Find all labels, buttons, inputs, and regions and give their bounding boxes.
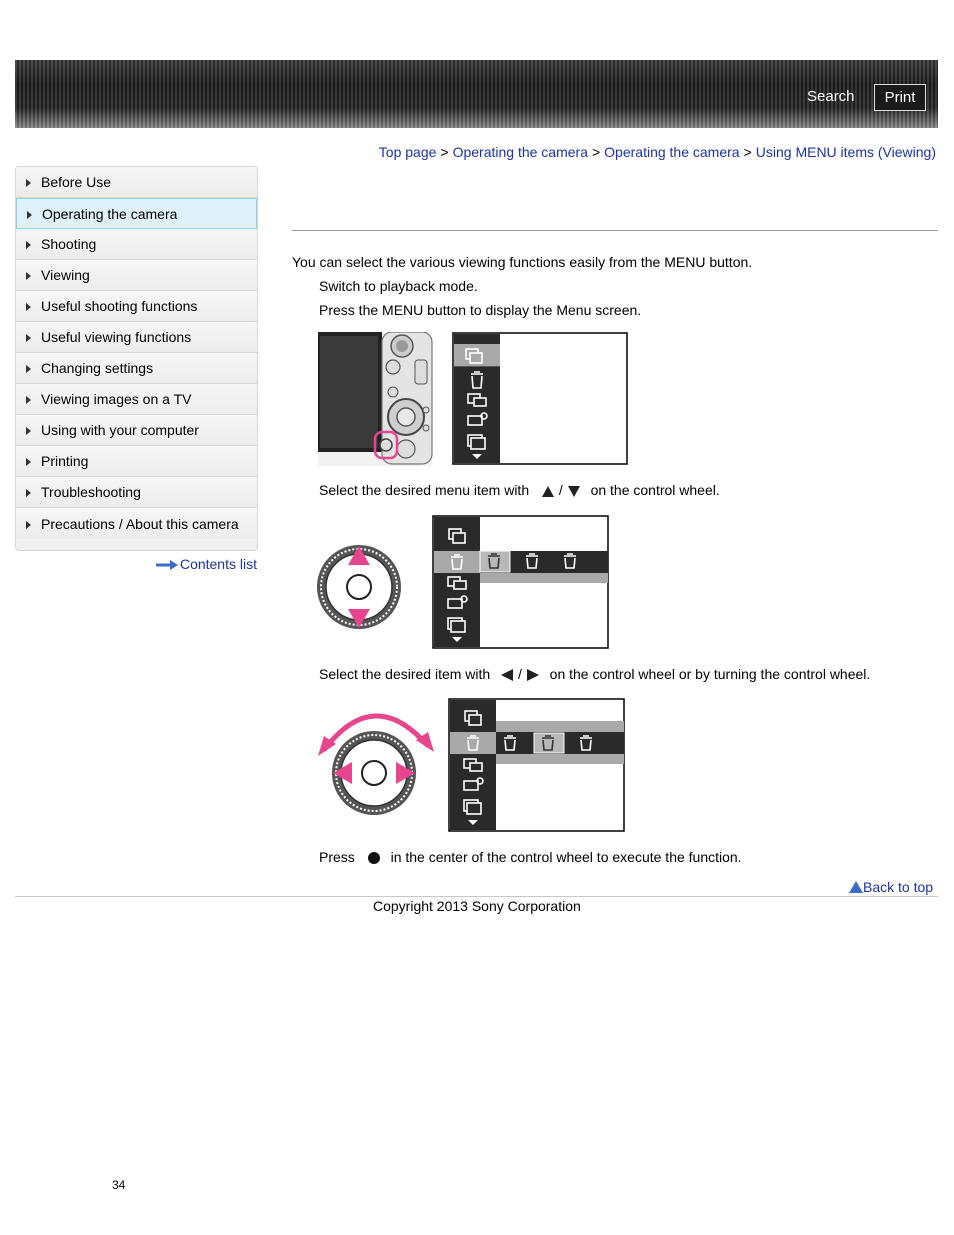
sidebar-item-label: Operating the camera <box>42 205 178 222</box>
back-to-top-link[interactable] <box>849 879 933 895</box>
sidebar-item-label: Changing settings <box>41 360 154 376</box>
sidebar-item-label: Useful shooting functions <box>41 298 198 314</box>
step-4-text <box>319 666 870 682</box>
step-4-slash: / <box>517 666 522 682</box>
sidebar-item-viewing[interactable] <box>16 260 257 291</box>
sidebar-item-useful-shooting[interactable] <box>16 291 257 322</box>
triangle-right-icon <box>26 521 31 529</box>
triangle-right-icon <box>26 179 31 187</box>
breadcrumb-separator: > <box>591 144 601 160</box>
left-triangle-icon <box>500 668 514 682</box>
triangle-right-icon <box>26 241 31 249</box>
step-4-before: Select the desired item with <box>319 666 491 682</box>
step-3-before: Select the desired menu item with <box>319 482 530 498</box>
sidebar-item-label: Viewing <box>41 267 90 283</box>
sidebar-item-before-use[interactable] <box>16 167 257 198</box>
step-5-text <box>319 849 742 865</box>
contents-list-link[interactable] <box>156 556 257 572</box>
sidebar-item-label: Printing <box>41 453 89 469</box>
sidebar-item-precautions[interactable] <box>16 508 257 539</box>
sidebar-nav <box>15 166 258 551</box>
sidebar-item-printing[interactable] <box>16 446 257 477</box>
step-4-after: on the control wheel or by turning the control wheel. <box>549 666 871 682</box>
up-triangle-icon <box>849 881 863 893</box>
intro-text: You can select the various viewing functions easily from the MENU button. <box>292 254 753 270</box>
step-1-text: Switch to playback mode. <box>319 278 478 294</box>
breadcrumb <box>379 144 936 160</box>
footer-divider <box>15 896 938 897</box>
sidebar-item-label: Troubleshooting <box>41 484 141 500</box>
sidebar-item-label: Shooting <box>41 236 97 252</box>
breadcrumb-using-menu-items[interactable]: Using MENU items (Viewing) <box>755 144 936 160</box>
title-divider <box>292 230 938 231</box>
sidebar-item-label: Using with your computer <box>41 422 199 438</box>
sidebar-item-operating-the-camera[interactable] <box>16 198 257 229</box>
page-number: 34 <box>112 1178 126 1192</box>
arrow-right-icon <box>156 560 178 570</box>
center-button-icon <box>367 851 381 865</box>
sidebar-item-changing-settings[interactable] <box>16 353 257 384</box>
sidebar-item-useful-viewing[interactable] <box>16 322 257 353</box>
triangle-right-icon <box>26 489 31 497</box>
camera-menu-figure <box>318 332 630 466</box>
sidebar-item-label: Before Use <box>41 174 112 190</box>
sidebar-item-troubleshooting[interactable] <box>16 477 257 508</box>
sidebar-item-label: Precautions / About this camera <box>41 515 239 532</box>
sidebar-item-label: Useful viewing functions <box>41 329 192 345</box>
breadcrumb-top-page[interactable]: Top page <box>378 144 437 160</box>
step-3-slash: / <box>558 482 563 498</box>
header-bar <box>15 60 938 128</box>
back-to-top-label: Back to top <box>863 879 934 895</box>
step-5-after: in the center of the control wheel to execute the function. <box>390 849 742 865</box>
right-triangle-icon <box>526 668 540 682</box>
control-wheel-updown-figure <box>316 515 612 651</box>
sidebar-item-label: Viewing images on a TV <box>41 391 192 407</box>
breadcrumb-separator: > <box>743 144 752 160</box>
contents-list-label: Contents list <box>179 556 257 572</box>
triangle-right-icon <box>26 365 31 373</box>
breadcrumb-operating-camera-2[interactable]: Operating the camera <box>604 144 740 160</box>
step-3-text <box>319 482 720 498</box>
down-triangle-icon <box>567 484 581 498</box>
triangle-right-icon <box>26 396 31 404</box>
triangle-right-icon <box>27 211 32 219</box>
triangle-right-icon <box>26 458 31 466</box>
sidebar-item-viewing-on-tv[interactable] <box>16 384 257 415</box>
control-wheel-leftright-figure <box>316 698 628 834</box>
triangle-right-icon <box>26 272 31 280</box>
breadcrumb-separator: > <box>440 144 449 160</box>
triangle-right-icon <box>26 303 31 311</box>
step-2-text: Press the MENU button to display the Menu screen. <box>319 302 642 318</box>
copyright-text: Copyright 2013 Sony Corporation <box>373 898 581 914</box>
step-3-after: on the control wheel. <box>590 482 720 498</box>
search-link[interactable]: Search <box>807 88 855 105</box>
triangle-right-icon <box>26 334 31 342</box>
breadcrumb-operating-camera-1[interactable]: Operating the camera <box>452 144 588 160</box>
triangle-right-icon <box>26 427 31 435</box>
sidebar-item-shooting[interactable] <box>16 229 257 260</box>
up-triangle-icon <box>541 484 555 498</box>
sidebar-item-using-with-computer[interactable] <box>16 415 257 446</box>
print-button[interactable]: Print <box>874 84 926 111</box>
step-5-before: Press <box>319 849 355 865</box>
